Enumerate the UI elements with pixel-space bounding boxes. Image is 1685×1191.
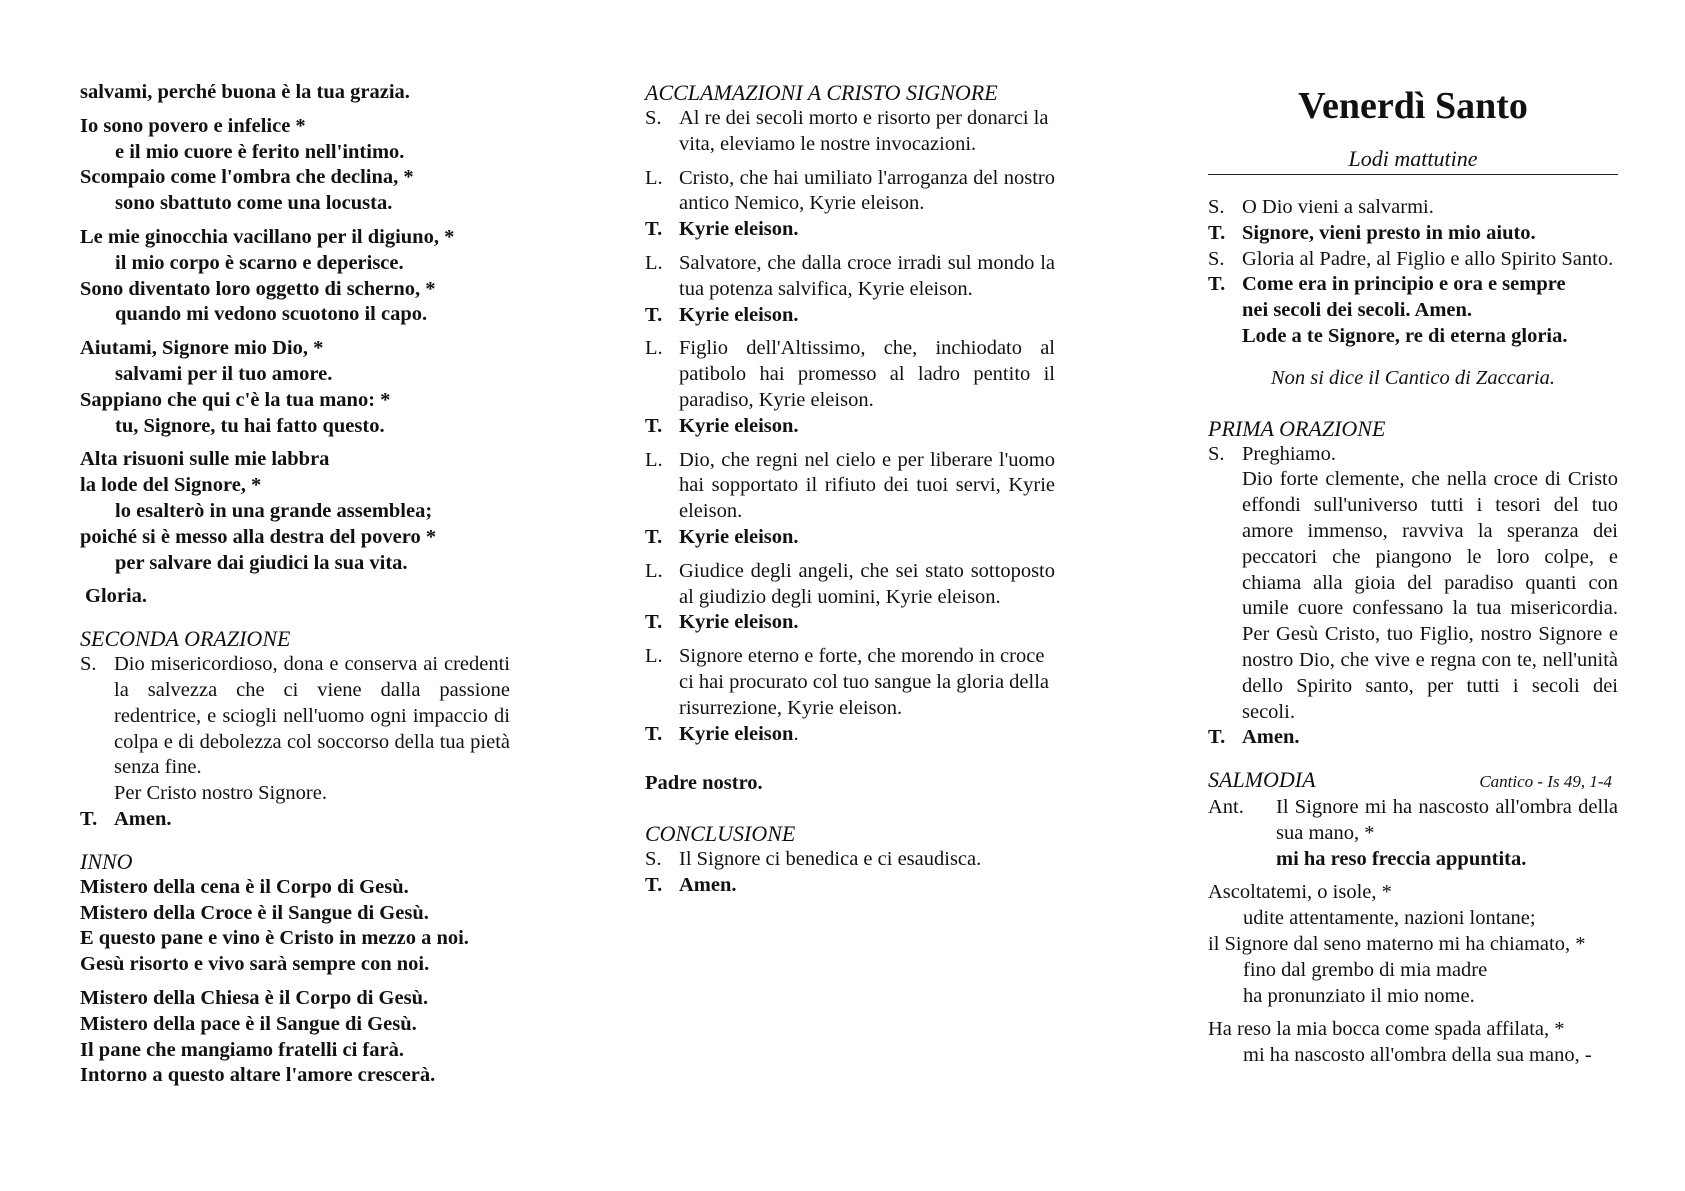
hymn-line: Mistero della Chiesa è il Corpo di Gesù. — [80, 986, 429, 1009]
response-row — [80, 807, 510, 833]
verse-line: Io sono povero e infelice * — [80, 114, 306, 137]
section-heading-inno: INNO — [80, 848, 133, 874]
prayer-text: Preghiamo. — [1242, 442, 1336, 465]
verse-line: salvami, perché buona è la tua grazia. — [80, 81, 410, 103]
gloria: Gloria. — [85, 585, 148, 608]
prayer-text: O Dio vieni a salvarmi. — [1242, 196, 1434, 218]
prayer-row — [645, 847, 1055, 873]
response-text: Signore, vieni presto in mio aiuto. — [1242, 221, 1536, 244]
invocation-row — [645, 251, 1055, 303]
speaker-label: T. — [645, 414, 663, 437]
verse-line: il Signore dal seno materno mi ha chiamato, * — [1208, 932, 1586, 955]
response-text: Kyrie eleison. — [679, 611, 799, 634]
verse-line: Sono diventato loro oggetto di scherno, * — [80, 277, 436, 300]
section-heading-salmodia: SALMODIA — [1208, 767, 1316, 793]
speaker-label: T. — [645, 611, 663, 634]
verse-line: Le mie ginocchia vacillano per il digiuno, * — [80, 225, 455, 248]
response-row — [1208, 221, 1618, 247]
page-title: Venerdì Santo — [1298, 85, 1528, 127]
salmodia-header — [1208, 767, 1618, 795]
left-column — [80, 80, 510, 1089]
invocation-text: Signore eterno e forte, che morendo in croce ci hai procurato col tuo sangue la gloria della risurrezione, Kyrie eleison. — [679, 645, 1050, 719]
section-heading-acclamazioni: ACCLAMAZIONI A CRISTO SIGNORE — [645, 80, 998, 105]
antiphon-label: Ant. — [1208, 795, 1244, 818]
invocation-text: Salvatore, che dalla croce irradi sul mondo la tua potenza salvifica, Kyrie eleison. — [679, 251, 1055, 300]
response-row — [645, 303, 1055, 329]
invocation-row — [645, 448, 1055, 525]
speaker-label: L. — [645, 645, 663, 668]
hymn-stanza — [80, 875, 510, 978]
invocation-row — [645, 166, 1055, 218]
hymn-line: Gesù risorto e vivo sarà sempre con noi. — [80, 953, 430, 976]
speaker-label: T. — [80, 807, 98, 830]
invocation-text: Figlio dell'Altissimo, che, inchiodato al patibolo hai promesso al ladro pentito il paradiso, Kyrie eleison. — [679, 337, 1055, 411]
hymn-line: E questo pane e vino è Cristo in mezzo a noi. — [80, 927, 469, 950]
response-text: Kyrie eleison — [679, 722, 794, 745]
speaker-label: T. — [1208, 726, 1226, 749]
prayer-text: Il Signore ci benedica e ci esaudisca. — [679, 848, 982, 871]
verse-line: Ha reso la mia bocca come spada affilata, * — [1208, 1018, 1565, 1041]
verse-line: la lode del Signore, * — [80, 474, 262, 497]
prayer-text: Dio forte clemente, che nella croce di Cristo effondi sull'universo tutti i tesori del tuo amore immenso, ravviva la speranza dei peccatori che piangono le loro colpe, e chiama alla gioia del paradiso quanti con umile cuore confessano la tua misericordia. Per Gesù Cristo, tuo Figlio, nostro Signore e nostro Dio, che vive e regna con te, nell'unità dello Spirito santo, per tutti i secoli dei secoli. — [1242, 468, 1618, 723]
hymn-line: Mistero della cena è il Corpo di Gesù. — [80, 875, 409, 898]
response-period: . — [793, 722, 799, 745]
canticle-stanza — [1208, 880, 1618, 1009]
hymn-line: Intorno a questo altare l'amore crescerà. — [80, 1064, 436, 1087]
prayer-row — [80, 652, 510, 807]
verse-line: Ascoltatemi, o isole, * — [1208, 881, 1392, 904]
speaker-label: L. — [645, 251, 663, 274]
middle-column — [645, 80, 1055, 899]
speaker-label: S. — [80, 653, 97, 676]
padre-nostro: Padre nostro. — [645, 772, 763, 795]
speaker-label: T. — [645, 525, 663, 548]
verse-line: e il mio cuore è ferito nell'intimo. — [115, 140, 405, 163]
hymn-stanza — [80, 986, 510, 1089]
prayer-row — [1208, 442, 1618, 726]
speaker-label: S. — [1208, 196, 1225, 218]
rubric-note: Non si dice il Cantico di Zaccaria. — [1270, 366, 1556, 389]
canticle-stanza — [1208, 1017, 1618, 1069]
hymn-line: Il pane che mangiamo fratelli ci farà. — [80, 1038, 404, 1061]
speaker-label: L. — [645, 448, 663, 471]
prayer-row — [1208, 195, 1618, 221]
invocation-row — [645, 644, 1055, 721]
prayer-text: Dio misericordioso, dona e conserva ai credenti la salvezza che ci viene dalla passione redentrice, e sciogli nell'uomo ogni impaccio di colpa e di debolezza col soccorso della tua pietà senza fine. — [114, 653, 510, 779]
verse-line: tu, Signore, tu hai fatto questo. — [115, 414, 385, 437]
verse-line: salvami per il tuo amore. — [115, 362, 333, 385]
verse-line: per salvare dai giudici la sua vita. — [115, 551, 408, 574]
psalm-fragment — [80, 80, 510, 106]
prayer-text: Gloria al Padre, al Figlio e allo Spirito Santo. — [1242, 247, 1614, 270]
scripture-reference: Cantico - Is 49, 1-4 — [1479, 772, 1612, 792]
verse-line: udite attentamente, nazioni lontane; — [1243, 907, 1536, 930]
section-heading-seconda-orazione: SECONDA ORAZIONE — [80, 626, 291, 652]
response-line: Lode a te Signore, re di eterna gloria. — [1242, 324, 1568, 347]
verse-line: Scompaio come l'ombra che declina, * — [80, 166, 414, 189]
speaker-label: T. — [1208, 273, 1226, 296]
speaker-label: S. — [1208, 442, 1225, 465]
invocation-row — [645, 336, 1055, 413]
response-row — [645, 414, 1055, 440]
psalm-stanza — [80, 447, 510, 576]
verse-line: ha pronunziato il mio nome. — [1243, 984, 1475, 1007]
verse-line: il mio corpo è scarno e deperisce. — [115, 251, 404, 274]
response-text: Amen. — [679, 873, 737, 896]
response-text: Amen. — [1242, 726, 1300, 749]
verse-line: Alta risuoni sulle mie labbra — [80, 448, 330, 471]
verse-line: poiché si è messo alla destra del povero * — [80, 525, 437, 548]
response-row — [1208, 272, 1618, 349]
psalm-stanza — [80, 225, 510, 328]
response-text: Amen. — [114, 807, 172, 830]
antiphon-text: Il Signore mi ha nascosto all'ombra della sua mano, * — [1276, 795, 1618, 844]
response-text: Kyrie eleison. — [679, 414, 799, 437]
prayer-row — [1208, 247, 1618, 273]
verse-line: Aiutami, Signore mio Dio, * — [80, 337, 324, 360]
response-text: Kyrie eleison. — [679, 218, 799, 241]
verse-line: mi ha nascosto all'ombra della sua mano, - — [1243, 1044, 1592, 1067]
speaker-label: S. — [645, 848, 662, 871]
prayer-row — [645, 106, 1055, 158]
speaker-label: S. — [1208, 247, 1225, 270]
psalm-stanza — [80, 114, 510, 217]
speaker-label: L. — [645, 337, 663, 360]
section-heading-conclusione: CONCLUSIONE — [645, 821, 796, 847]
verse-line: quando mi vedono scuotono il capo. — [115, 303, 428, 326]
hymn-line: Mistero della Croce è il Sangue di Gesù. — [80, 901, 429, 924]
response-row — [1208, 725, 1618, 751]
response-line: Come era in principio e ora e sempre — [1242, 273, 1566, 296]
speaker-label: T. — [645, 303, 663, 326]
antiphon-text-bold: mi ha reso freccia appuntita. — [1276, 847, 1527, 870]
psalm-stanza — [80, 336, 510, 439]
speaker-label: T. — [645, 722, 663, 745]
speaker-label: T. — [645, 218, 663, 241]
hymn-line: Mistero della pace è il Sangue di Gesù. — [80, 1012, 417, 1035]
prayer-text: Al re dei secoli morto e risorto per donarci la vita, eleviamo le nostre invocazioni. — [679, 107, 1049, 155]
verse-line: Sappiano che qui c'è la tua mano: * — [80, 388, 391, 411]
response-row — [645, 722, 1055, 748]
speaker-label: T. — [645, 873, 663, 896]
invocation-text: Cristo, che hai umiliato l'arroganza del nostro antico Nemico, Kyrie eleison. — [679, 166, 1055, 215]
response-row — [645, 873, 1055, 899]
response-line: nei secoli dei secoli. Amen. — [1242, 299, 1473, 322]
verse-line: sono sbattuto come una locusta. — [115, 192, 393, 215]
invocation-text: Giudice degli angeli, che sei stato sottoposto al giudizio degli uomini, Kyrie eleison. — [679, 559, 1055, 608]
response-text: Kyrie eleison. — [679, 525, 799, 548]
speaker-label: T. — [1208, 221, 1226, 244]
speaker-label: L. — [645, 166, 663, 189]
verse-line: lo esalterò in una grande assemblea; — [115, 499, 433, 522]
invocation-row — [645, 559, 1055, 611]
response-text: Kyrie eleison. — [679, 303, 799, 326]
response-row — [645, 217, 1055, 243]
prayer-text: Per Cristo nostro Signore. — [114, 782, 327, 805]
verse-line: fino dal grembo di mia madre — [1243, 958, 1488, 981]
speaker-label: L. — [645, 559, 663, 582]
invocation-text: Dio, che regni nel cielo e per liberare l'uomo hai sopportato il rifiuto dei tuoi servi, Kyrie eleison. — [679, 448, 1055, 523]
antiphon-row — [1208, 795, 1618, 872]
page-subtitle: Lodi mattutine — [1208, 146, 1618, 175]
right-column — [1208, 80, 1618, 1069]
response-row — [645, 610, 1055, 636]
section-heading-prima-orazione: PRIMA ORAZIONE — [1208, 415, 1386, 441]
response-row — [645, 525, 1055, 551]
speaker-label: S. — [645, 107, 662, 129]
